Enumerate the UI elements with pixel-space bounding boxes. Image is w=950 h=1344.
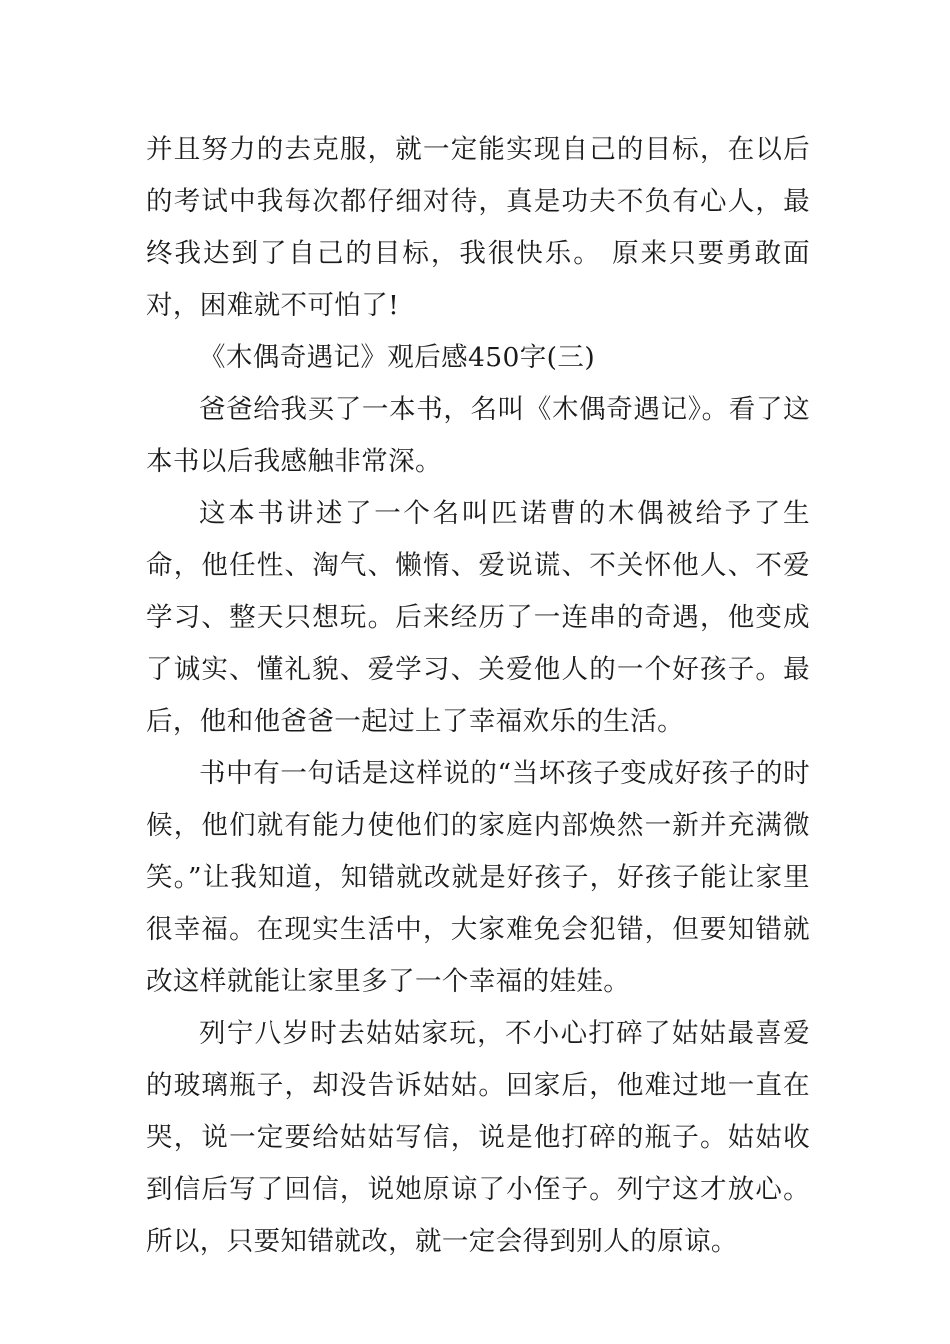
paragraph-continuation: 并且努力的去克服，就一定能实现自己的目标，在以后的考试中我每次都仔细对待，真是功夫不负有心人，最终我达到了自己的目标，我很快乐。 原来只要勇敢面对，困难就不可怕了! [146,134,810,321]
document-body [146,124,810,1268]
paragraph: 书中有一句话是这样说的“当坏孩子变成好孩子的时候，他们就有能力使他们的家庭内部焕然一新并充满微笑。”让我知道，知错就改就是好孩子，好孩子能让家里很幸福。在现实生活中，大家难免会犯错，但要知错就改这样就能让家里多了一个幸福的娃娃。 [146,758,810,997]
section-heading: 《木偶奇遇记》观后感450字(三) [199,342,596,373]
paragraph: 这本书讲述了一个名叫匹诺曹的木偶被给予了生命，他任性、淘气、懒惰、爱说谎、不关怀他人、不爱学习、整天只想玩。后来经历了一连串的奇遇，他变成了诚实、懂礼貌、爱学习、关爱他人的一个好孩子。最后，他和他爸爸一起过上了幸福欢乐的生活。 [146,498,810,737]
paragraph: 爸爸给我买了一本书，名叫《木偶奇遇记》。看了这本书以后我感触非常深。 [146,394,810,477]
paragraph: 列宁八岁时去姑姑家玩，不小心打碎了姑姑最喜爱的玻璃瓶子，却没告诉姑姑。回家后，他难过地一直在哭，说一定要给姑姑写信，说是他打碎的瓶子。姑姑收到信后写了回信，说她原谅了小侄子。列宁这才放心。所以，只要知错就改，就一定会得到别人的原谅。 [146,1018,810,1257]
